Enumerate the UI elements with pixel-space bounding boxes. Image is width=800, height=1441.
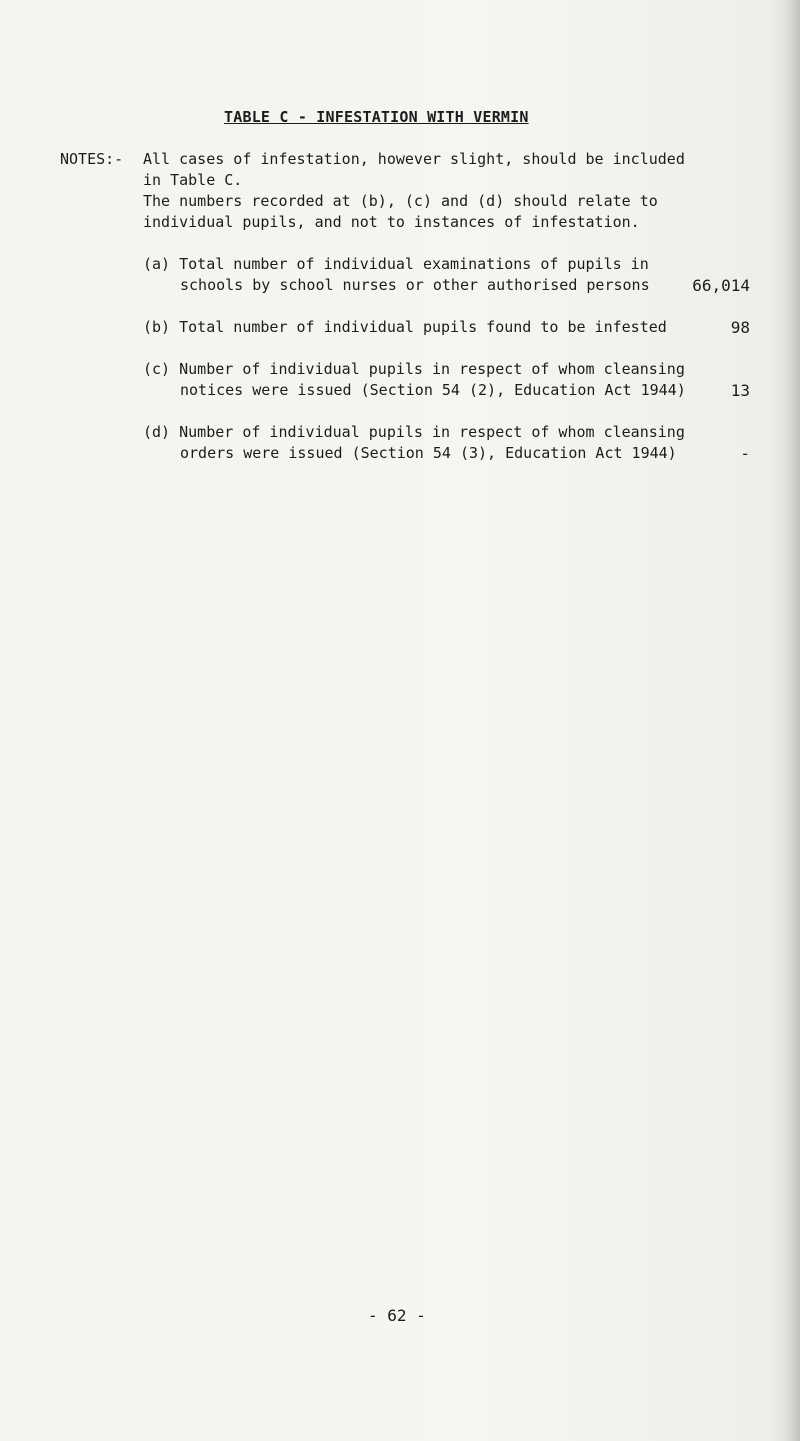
notes-line: individual pupils, and not to instances of infestation. xyxy=(143,213,640,231)
item-b-line-1: (b) Total number of individual pupils found to be infested xyxy=(143,318,667,336)
item-b-value: 98 xyxy=(730,318,750,337)
item-d-line-1: (d) Number of individual pupils in respect of whom cleansing xyxy=(143,423,685,441)
notes-label: NOTES:- xyxy=(60,150,124,168)
item-c-line-2: notices were issued (Section 54 (2), Education Act 1944) xyxy=(180,381,686,399)
item-a-value: 66,014 xyxy=(692,276,750,295)
notes-line: The numbers recorded at (b), (c) and (d) should relate to xyxy=(143,192,658,210)
item-c xyxy=(143,359,686,401)
item-d-line-2: orders were issued (Section 54 (3), Education Act 1944) xyxy=(180,444,677,462)
page-number: - 62 - xyxy=(368,1306,426,1325)
item-a-line-2: schools by school nurses or other authorised persons xyxy=(180,276,650,294)
item-c-line-1: (c) Number of individual pupils in respect of whom cleansing xyxy=(143,360,685,378)
page-edge-shadow xyxy=(786,0,800,1441)
notes-line: in Table C. xyxy=(143,171,243,189)
item-b xyxy=(143,317,667,338)
table-title: TABLE C - INFESTATION WITH VERMIN xyxy=(224,108,529,126)
item-c-value: 13 xyxy=(730,381,750,400)
item-d-value: - xyxy=(740,444,750,463)
item-d xyxy=(143,422,685,464)
notes-body xyxy=(143,149,685,233)
item-a xyxy=(143,254,650,296)
item-a-line-1: (a) Total number of individual examinations of pupils in xyxy=(143,255,649,273)
notes-line: All cases of infestation, however slight, should be included xyxy=(143,150,685,168)
